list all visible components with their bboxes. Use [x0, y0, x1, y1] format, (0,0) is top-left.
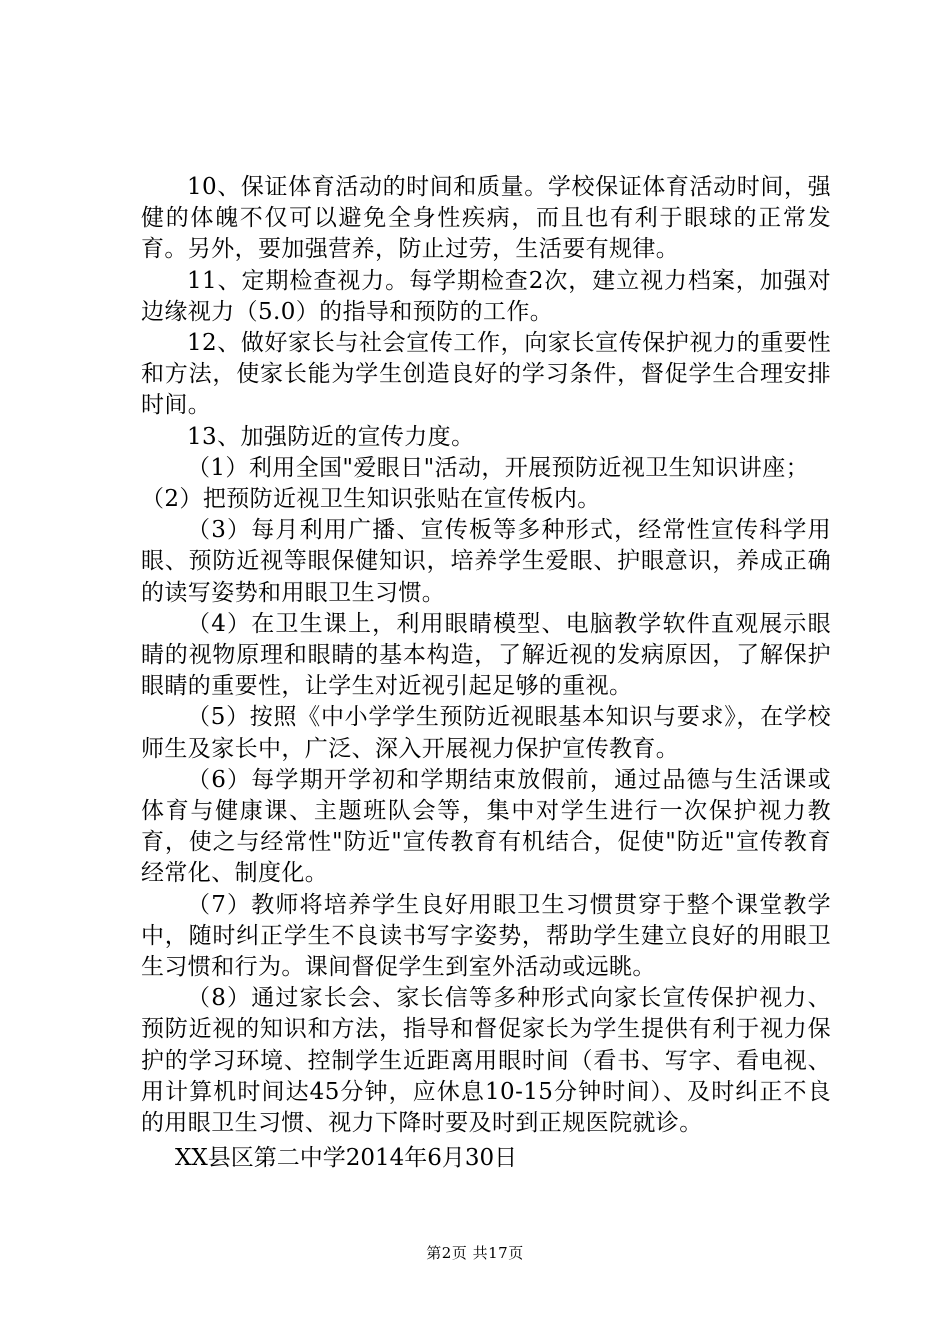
- paragraph-sub-7: （7）教师将培养学生良好用眼卫生习惯贯穿于整个课堂教学中，随时纠正学生不良读书写字姿势，帮助学生建立良好的用眼卫生习惯和行为。课间督促学生到室外活动或远眺。: [141, 891, 831, 981]
- paragraph-sub-4: （4）在卫生课上，利用眼睛模型、电脑教学软件直观展示眼睛的视物原理和眼睛的基本构造，了解近视的发病原因，了解保护眼睛的重要性，让学生对近视引起足够的重视。: [141, 610, 831, 700]
- document-body: [141, 172, 831, 1175]
- signature-line: XX县区第二中学2014年6月30日: [175, 1145, 518, 1172]
- paragraph-item-12: 12、做好家长与社会宣传工作，向家长宣传保护视力的重要性和方法，使家长能为学生创造良好的学习条件，督促学生合理安排时间。: [141, 330, 831, 419]
- paragraph-item-11: 11、定期检查视力。每学期检查2次，建立视力档案，加强对边缘视力（5.0）的指导和预防的工作。: [141, 267, 831, 325]
- paragraph-sub-5: （5）按照《中小学学生预防近视眼基本知识与要求》，在学校师生及家长中，广泛、深入开展视力保护宣传教育。: [141, 704, 831, 762]
- paragraph-item-13: 13、加强防近的宣传力度。: [187, 423, 475, 450]
- paragraph-sub-6: （6）每学期开学初和学期结束放假前，通过品德与生活课或体育与健康课、主题班队会等，集中对学生进行一次保护视力教育，使之与经常性"防近"宣传教育有机结合，促使"防近"宣传教育经常化、制度化。: [141, 766, 831, 887]
- paragraph-item-10: 10、保证体育活动的时间和质量。学校保证体育活动时间，强健的体魄不仅可以避免全身性疾病，而且也有利于眼球的正常发育。另外，要加强营养，防止过劳，生活要有规律。: [141, 174, 831, 263]
- page-number-label: 第2页 共17页: [426, 1244, 524, 1262]
- paragraph-sub-2: （2）把预防近视卫生知识张贴在宣传板内。: [141, 486, 601, 513]
- paragraph-sub-1: （1）利用全国"爱眼日"活动，开展预防近视卫生知识讲座；: [187, 454, 809, 481]
- paragraph-sub-3: （3）每月利用广播、宣传板等多种形式，经常性宣传科学用眼、预防近视等眼保健知识，培养学生爱眼、护眼意识，养成正确的读写姿势和用眼卫生习惯。: [141, 517, 831, 606]
- page-footer: [0, 1242, 950, 1263]
- paragraph-sub-8: （8）通过家长会、家长信等多种形式向家长宣传保护视力、预防近视的知识和方法，指导和督促家长为学生提供有利于视力保护的学习环境、控制学生近距离用眼时间（看书、写字、看电视、用计算机时间达45分钟，应休息10-15分钟时间）、及时纠正不良的用眼卫生习惯、视力下降时要及时到正规医院就诊。: [141, 985, 831, 1137]
